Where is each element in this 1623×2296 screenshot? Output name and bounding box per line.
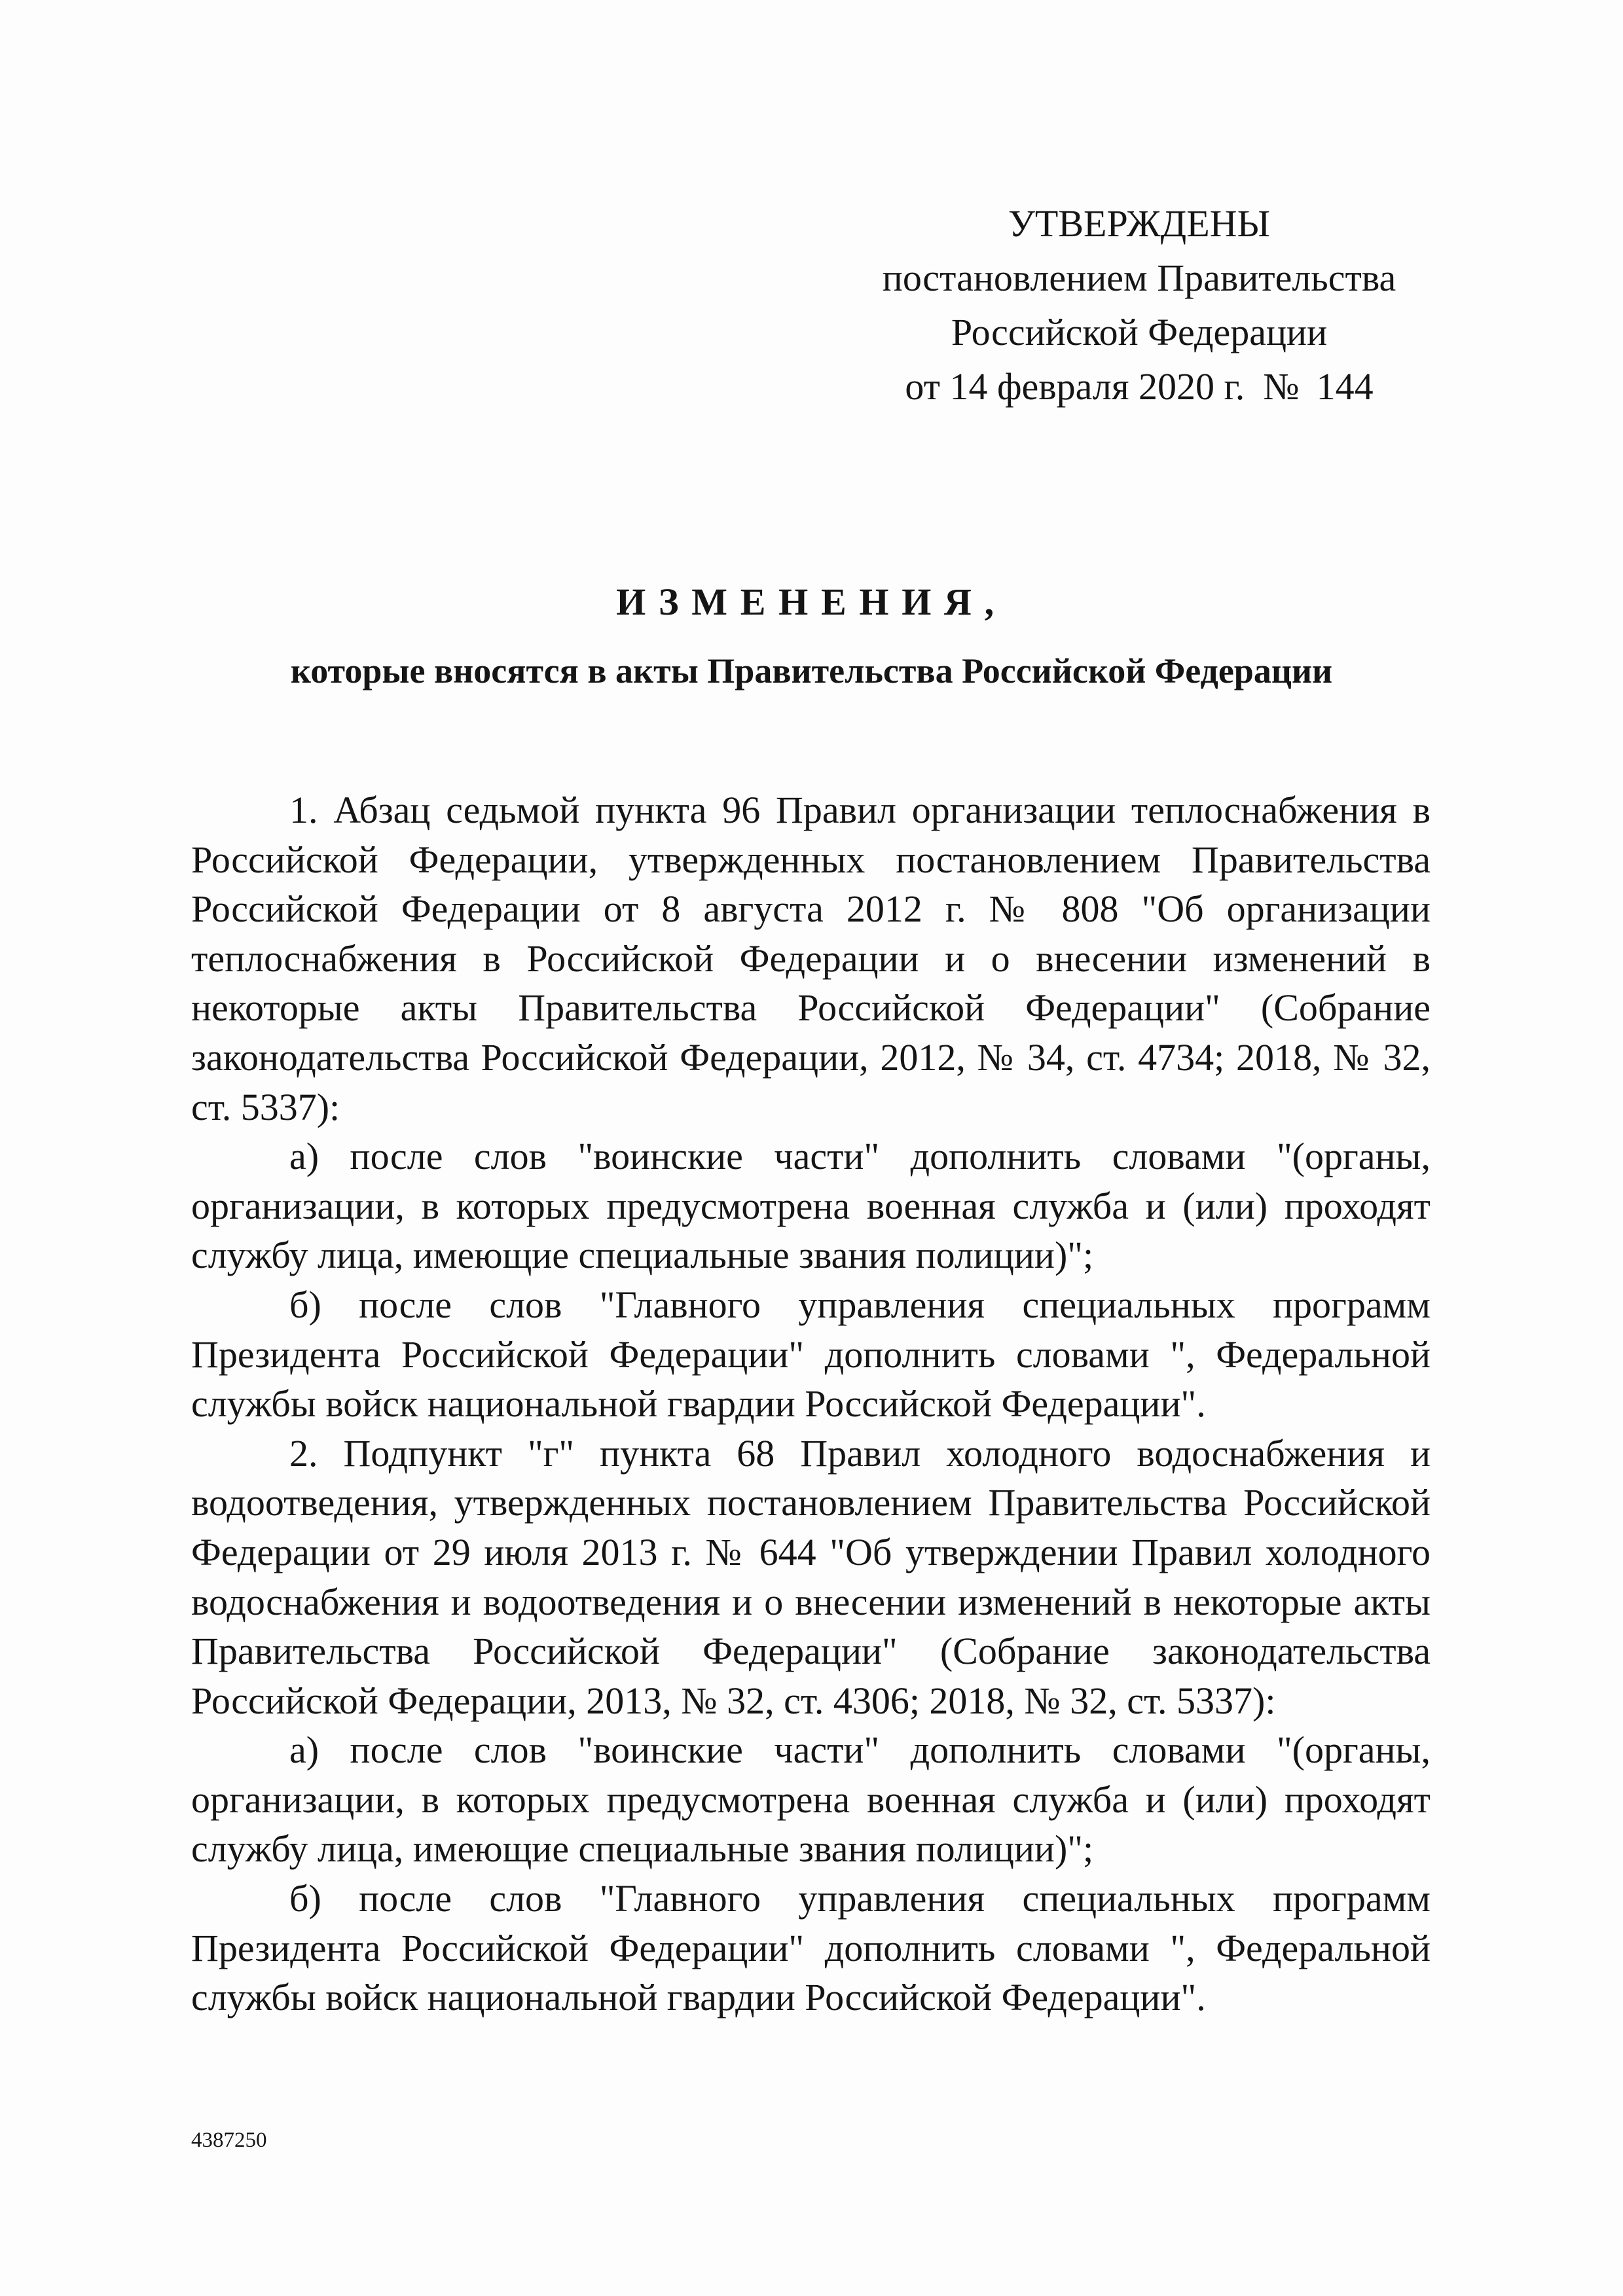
approval-line-1: постановлением Правительства bbox=[882, 257, 1396, 299]
document-title: ИЗМЕНЕНИЯ, bbox=[616, 581, 1007, 623]
approval-date: от 14 февраля 2020 г. bbox=[905, 365, 1245, 408]
paragraph-2: 2. Подпункт "г" пункта 68 Правил холодного водоснабжения и водоотведения, утвержденных постановлением Правительства Российской Федерации от 29 июля 2013 г. № 644 "Об утверждении Правил холодного водоснабжения и водоотведения и о внесении изменений в некоторые акты Правительства Российской Федерации" (Собрание законодательства Российской Федерации, 2013, № 32, ст. 4306; 2018, № 32, ст. 5337): bbox=[191, 1431, 1431, 1722]
approval-line-2: Российской Федерации bbox=[951, 311, 1328, 353]
approval-block bbox=[818, 196, 1460, 414]
paragraph-1b: б) после слов "Главного управления специальных программ Президента Российской Федерации" дополнить словами ", Федеральной службы войск национальной гвардии Российской Федерации". bbox=[191, 1283, 1431, 1426]
approval-number-sign: № bbox=[1263, 365, 1300, 408]
document-subtitle: которые вносятся в акты Правительства Российской Федерации bbox=[290, 651, 1333, 691]
document-body bbox=[191, 785, 1431, 2022]
approval-date-line bbox=[818, 359, 1460, 414]
paragraph-2a: а) после слов "воинские части" дополнить словами "(органы, организации, в которых предусмотрена военная служба и (или) проходят службу лица, имеющие специальные звания полиции)"; bbox=[191, 1729, 1431, 1871]
approval-heading: УТВЕРЖДЕНЫ bbox=[1008, 202, 1271, 245]
paragraph-1: 1. Абзац седьмой пункта 96 Правил организации теплоснабжения в Российской Федерации, утвержденных постановлением Правительства Российской Федерации от 8 августа 2012 г. № 808 "Об организации теплоснабжения в Российской Федерации и о внесении изменений в некоторые акты Правительства Российской Федерации" (Собрание законодательства Российской Федерации, 2012, № 34, ст. 4734; 2018, № 32, ст. 5337): bbox=[191, 789, 1431, 1128]
approval-number: 144 bbox=[1316, 365, 1374, 408]
paragraph-2b: б) после слов "Главного управления специальных программ Президента Российской Федерации" дополнить словами ", Федеральной службы войск национальной гвардии Российской Федерации". bbox=[191, 1877, 1431, 2019]
document-code: 4387250 bbox=[191, 2128, 267, 2152]
paragraph-1a: а) после слов "воинские части" дополнить словами "(органы, организации, в которых предусмотрена военная служба и (или) проходят службу лица, имеющие специальные звания полиции)"; bbox=[191, 1135, 1431, 1277]
